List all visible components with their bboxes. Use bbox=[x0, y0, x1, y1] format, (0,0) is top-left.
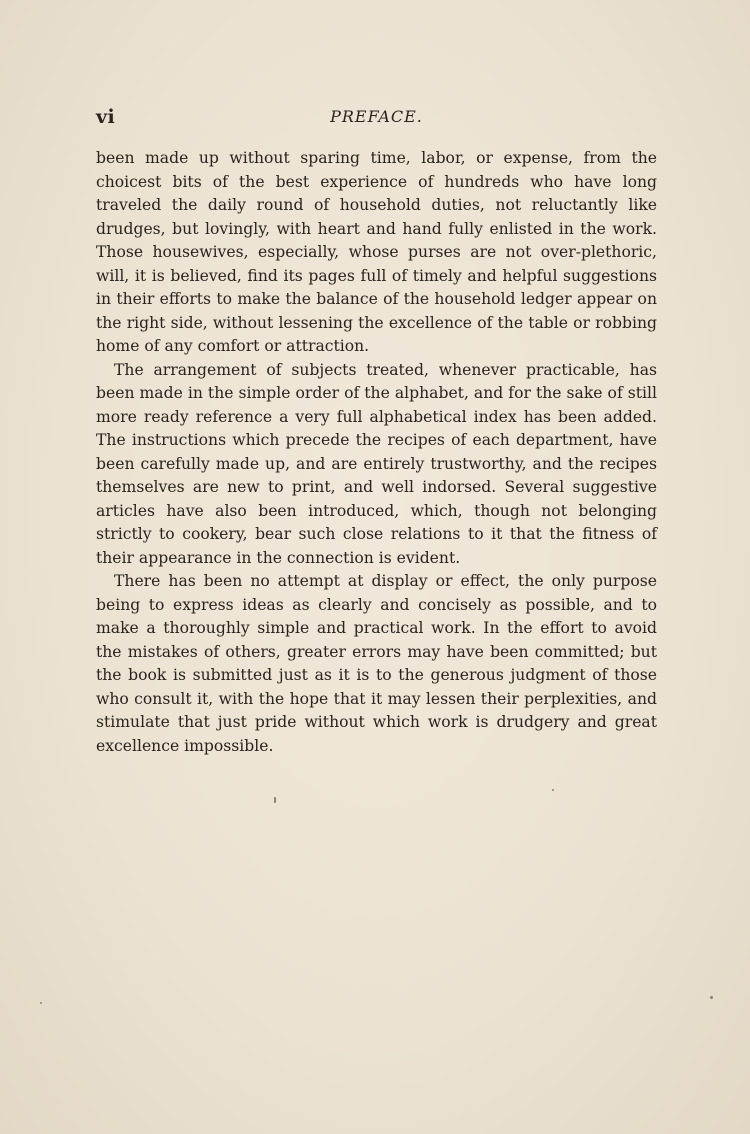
paper-speck bbox=[710, 996, 713, 999]
paper-speck bbox=[40, 1002, 42, 1004]
paragraph-continuation: been made up without sparing time, labor, or expense, from the choicest bits of the best experience of hundreds who have long traveled the daily round of household duties, not reluctantly like drudges, but lovingly, with heart and hand fully enlisted in the work. Those housewives, especially, whose purses are not over-plethoric, will, it is believed, find its pages full of timely and helpful suggestions in their efforts to make the balance of the household ledger appear on the right side, without lessening the excellence of the table or robbing home of any comfort or attraction. bbox=[96, 149, 657, 355]
preface-body bbox=[96, 147, 657, 758]
page-title: PREFACE. bbox=[330, 107, 423, 126]
paper-speck bbox=[552, 789, 554, 791]
running-header bbox=[96, 106, 657, 130]
paragraph-arrangement: The arrangement of subjects treated, whenever practicable, has been made in the simple order of the alphabet, and for the sake of still more ready reference a very full alphabetical index has been added. The instructions which precede the recipes of each department, have been carefully made up, and are entirely trustworthy, and the recipes themselves are new to print, and well indorsed. Several suggestive articles have also been introduced, which, though not belonging strictly to cookery, bear such close relations to it that the fitness of their appearance in the connection is evident. bbox=[96, 360, 657, 567]
page-number: vi bbox=[96, 106, 116, 128]
paper-speck bbox=[274, 797, 276, 803]
paragraph-purpose: There has been no attempt at display or effect, the only purpose being to express ideas as clearly and concisely as possible, and to make a thoroughly simple and practical work. In the effort to avoid the mistakes of others, greater errors may have been committed; but the book is submitted just as it is to the generous judgment of those who consult it, with the hope that it may lessen their perplexities, and stimulate that just pride without which work is drudgery and great excellence impossible. bbox=[96, 572, 657, 755]
